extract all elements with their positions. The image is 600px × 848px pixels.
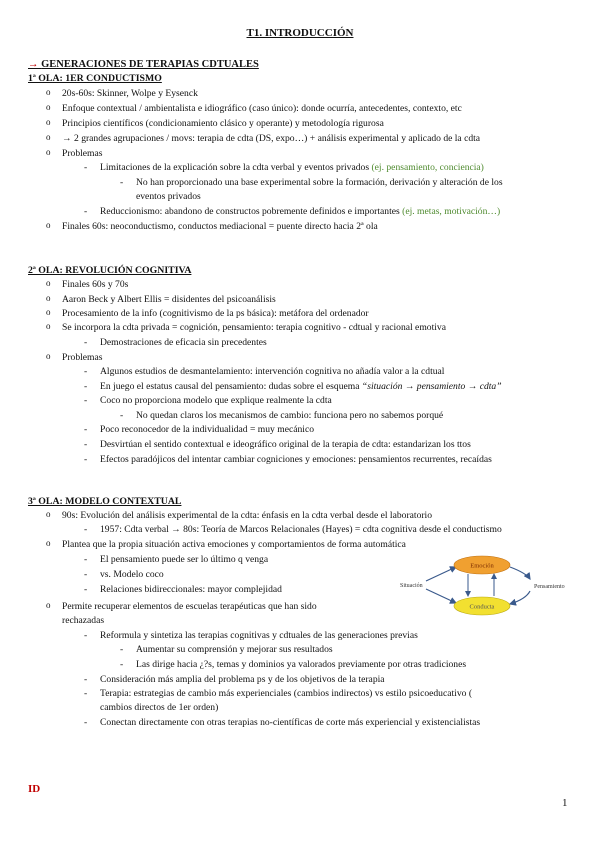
example-note: (ej. pensamiento, conciencia) xyxy=(371,162,484,173)
list-item: - 1957: Cdta verbal → 80s: Teoría de Marcos Relacionales (Hayes) = cdta cognitiva desde el conductismo xyxy=(100,522,502,537)
list-item: - Terapia: estrategias de cambio más experienciales (cambios indirectos) vs estilo psicoeducativo ( xyxy=(100,686,472,701)
list-item-text: En juego el estatus causal del pensamiento: dudas sobre el esquema xyxy=(100,381,360,392)
list-item: - Reformula y sintetiza las terapias cognitivas y cdtuales de las generaciones previas xyxy=(100,628,418,643)
list-item-text: Reduccionismo: abandono de constructos pobremente definidos e importantes xyxy=(100,206,400,217)
list-item: o Se incorpora la cdta privada = cognición, pensamiento: terapia cognitivo - cdtual y racional emotiva xyxy=(62,320,446,335)
footer-id: ID xyxy=(28,783,41,795)
list-item: o Principios científicos (condicionamiento clásico y operante) y metodología rigurosa xyxy=(62,116,384,131)
wave1-heading: 1ª OLA: 1ER CONDUCTISMO xyxy=(28,73,162,84)
list-item: o Problemas xyxy=(62,350,103,365)
list-item xyxy=(100,379,502,394)
arrow-icon: → xyxy=(28,59,39,70)
list-item xyxy=(100,204,500,219)
list-item: - No quedan claros los mecanismos de cambio: funciona pero no sabemos porqué xyxy=(136,408,443,423)
wave2-heading: 2ª OLA: REVOLUCIÓN COGNITIVA xyxy=(28,265,192,276)
list-item: o Aaron Beck y Albert Ellis = disidentes del psicoanálisis xyxy=(62,292,276,307)
page-title: T1. INTRODUCCIÓN xyxy=(246,27,354,39)
example-note: (ej. metas, motivación…) xyxy=(402,206,501,217)
list-item: - Coco no proporciona modelo que explique realmente la cdta xyxy=(100,393,332,408)
list-item: - Relaciones bidireccionales: mayor complejidad xyxy=(100,582,282,597)
list-item-text: Limitaciones de la explicación sobre la cdta verbal y eventos privados xyxy=(100,162,370,173)
emotion-label: Emoción xyxy=(470,562,494,570)
thought-to-behavior-arrow xyxy=(510,591,530,604)
list-item: - El pensamiento puede ser lo último q venga xyxy=(100,552,268,567)
list-item: o Plantea que la propia situación activa emociones y comportamientos de forma automática xyxy=(62,537,406,552)
list-item: o 90s: Evolución del análisis experimental de la cdta: énfasis en la cdta verbal desde el laboratorio xyxy=(62,508,432,523)
generations-heading xyxy=(28,57,259,72)
wave3-heading: 3ª OLA: MODELO CONTEXTUAL xyxy=(28,496,182,507)
contextual-model-diagram xyxy=(398,555,566,617)
list-item: - Poco reconocedor de la individualidad = muy mecánico xyxy=(100,422,314,437)
list-item: o Procesamiento de la info (cognitivismo de la ps básica): metáfora del ordenador xyxy=(62,306,369,321)
list-item: - Consideración más amplia del problema ps y de los objetivos de la terapia xyxy=(100,672,385,687)
list-item: o Finales 60s y 70s xyxy=(62,277,128,292)
list-item: - Desvirtúan el sentido contextual e ideográfico original de la terapia de cdta: estandarizan los ttos xyxy=(100,437,471,452)
page-number: 1 xyxy=(562,797,568,809)
generations-heading-text: GENERACIONES DE TERAPIAS CDTUALES xyxy=(41,59,259,70)
list-item: o Enfoque contextual / ambientalista e idiográfico (caso único): donde ocurría, antecedentes, contexto, etc xyxy=(62,101,462,116)
scheme-quote: “situación → pensamiento → cdta” xyxy=(361,381,502,392)
list-item: - Conectan directamente con otras terapias no-científicas de corte más experiencial y existencialistas xyxy=(100,715,480,730)
list-item: - No han proporcionado una base experimental sobre la formación, derivación y alteración de los xyxy=(136,175,503,190)
list-item-continuation: eventos privados xyxy=(136,191,201,202)
thought-label: Pensamiento xyxy=(534,584,565,590)
list-item-continuation: rechazadas xyxy=(62,615,105,626)
list-item: - Algunos estudios de desmantelamiento: intervención cognitiva no añadía valor a la cdtual xyxy=(100,364,444,379)
list-item: - Las dirige hacia ¿?s, temas y dominios ya valorados previamente por otras tradiciones xyxy=(136,657,466,672)
list-item: - Demostraciones de eficacia sin precedentes xyxy=(100,335,267,350)
list-item: o 20s-60s: Skinner, Wolpe y Eysenck xyxy=(62,86,198,101)
behavior-label: Conducta xyxy=(469,603,495,611)
list-item-continuation: cambios directos de 1er orden) xyxy=(100,702,219,713)
list-item: - Efectos paradójicos del intentar cambiar cogniciones y emociones: pensamientos recurrentes, recaídas xyxy=(100,452,492,467)
situation-to-emotion-arrow xyxy=(426,567,456,581)
list-item: o → 2 grandes agrupaciones / movs: terapia de cdta (DS, expo…) + análisis experimental y aplicado de la cdta xyxy=(62,131,480,146)
list-item: o Finales 60s: neoconductismo, conductos mediacional = puente directo hacia 2ª ola xyxy=(62,219,378,234)
situation-to-behavior-arrow xyxy=(426,589,456,603)
situation-label: Situación xyxy=(400,583,423,589)
emotion-to-thought-arrow xyxy=(510,567,530,579)
list-item: - Aumentar su comprensión y mejorar sus resultados xyxy=(136,642,333,657)
list-item xyxy=(100,160,484,175)
list-item: o Problemas xyxy=(62,146,103,161)
list-item: o Permite recuperar elementos de escuelas terapéuticas que han sido xyxy=(62,599,317,614)
list-item: - vs. Modelo coco xyxy=(100,567,164,582)
